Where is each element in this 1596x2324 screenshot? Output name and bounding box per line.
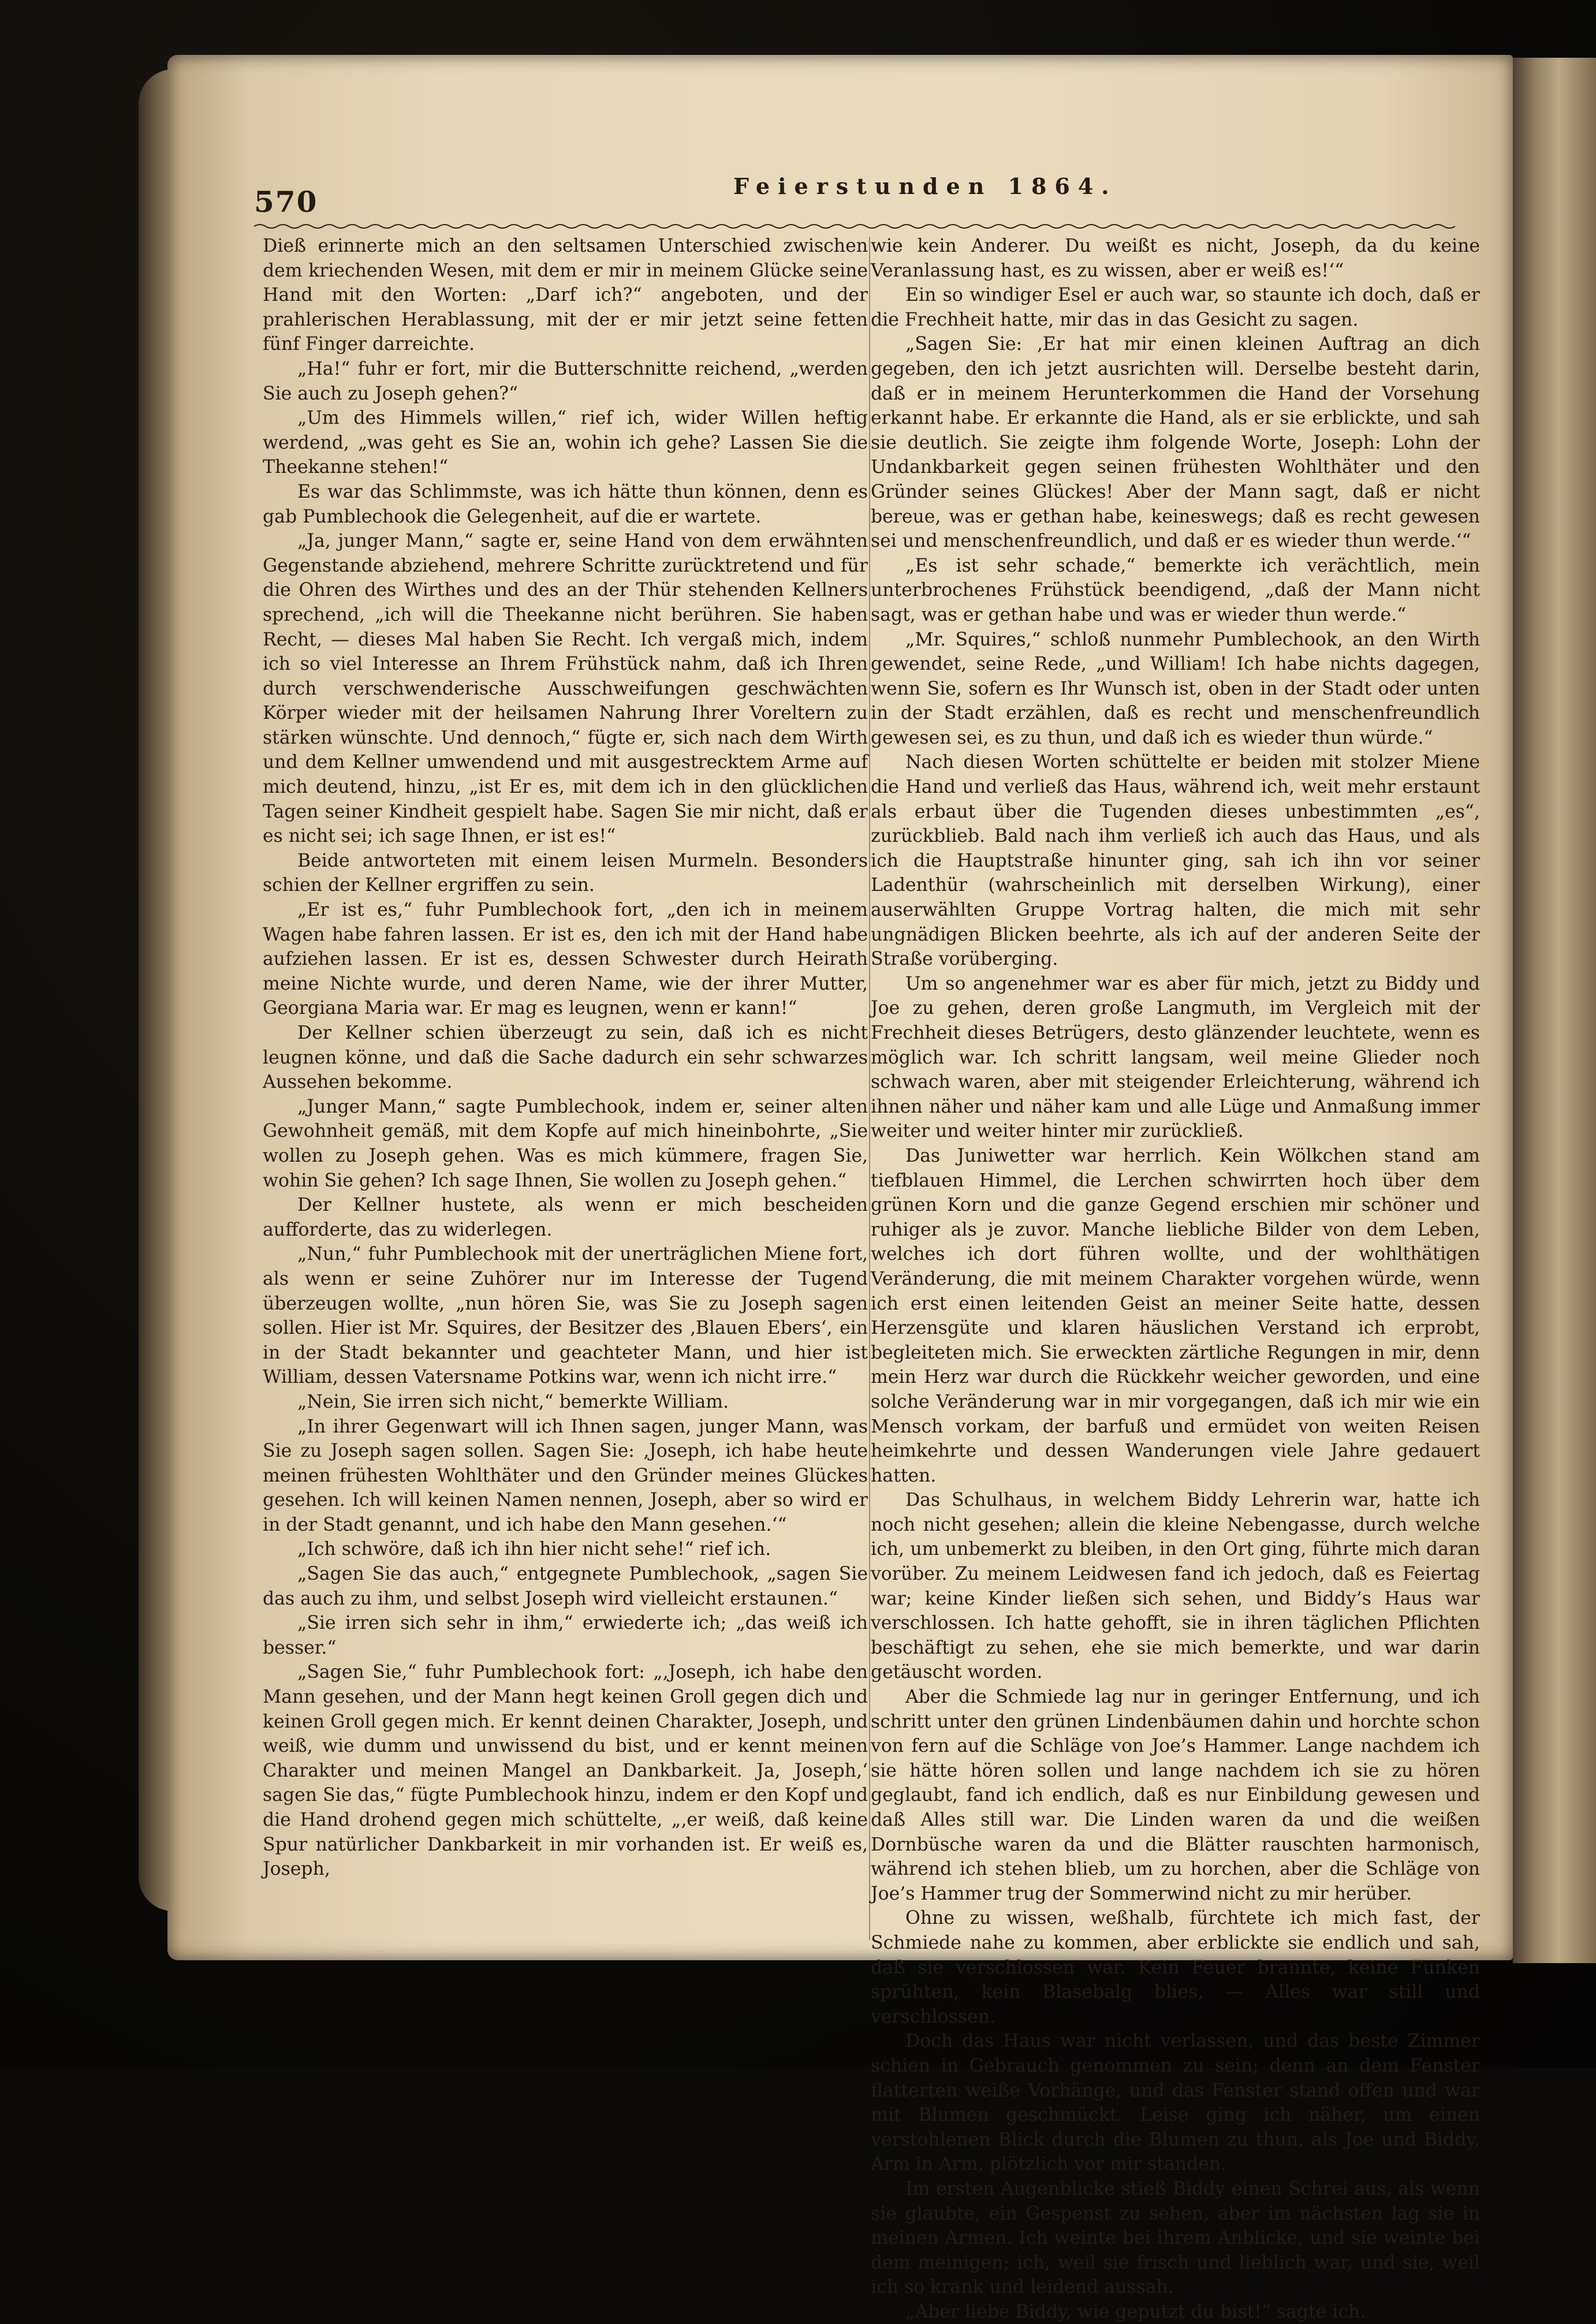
paragraph: Um so angenehmer war es aber für mich, jetzt zu Biddy und Joe zu gehen, deren große Langmuth, im Vergleich mit der Frechheit dieses Betrügers, desto glänzender leuchtete, wenn es möglich war. Ich schritt langsam, weil meine Glieder noch schwach waren, aber mit steigender Erleichterung, während ich ihnen näher und näher kam und alle Lüge und Anmaßung immer weiter und weiter hinter mir zurückließ. [871,973,1480,1142]
paragraph: „Ja, junger Mann,“ sagte er, seine Hand von dem erwähnten Gegenstande abziehend, mehrere Schritte zurücktretend und für die Ohren des Wirthes und des an der Thür stehenden Kellners sprechend, „ich will die Theekanne nicht berühren. Sie haben Recht, — dieses Mal haben Sie Recht. Ich vergaß mich, indem ich so viel Interesse an Ihrem Frühstück nahm, daß ich Ihren durch verschwenderische Ausschweifungen geschwächten Körper wieder mit der heilsamen Nahrung Ihrer Voreltern zu stärken wünschte. Und dennoch,“ fügte er, sich nach dem Wirth und dem Kellner umwendend und mit ausgestrecktem Arme auf mich deutend, hinzu, „ist Er es, mit dem ich in den glücklichen Tagen seiner Kindheit gespielt habe. Sagen Sie mir nicht, daß er es nicht sei; ich sage Ihnen, er ist es!“ [263,531,868,847]
paragraph: Ohne zu wissen, weßhalb, fürchtete ich mich fast, der Schmiede nahe zu kommen, aber erblickte sie endlich und sah, daß sie verschlossen war. Kein Feuer brannte, keine Funken sprühten, kein Blasebalg blies, — Alles war still und verschlossen. [871,1908,1480,2027]
paragraph: Der Kellner schien überzeugt zu sein, daß ich es nicht leugnen könne, und daß die Sache dadurch ein sehr schwarzes Aussehen bekomme. [263,1023,868,1093]
paragraph: „Aber liebe Biddy, wie geputzt du bist!“ sagte ich. [905,2301,1366,2322]
paragraph: Beide antworteten mit einem leisen Murmeln. Besonders schien der Kellner ergriffen zu sein. [263,850,868,896]
paragraph: Das Juniwetter war herrlich. Kein Wölkchen stand am tiefblauen Himmel, die Lerchen schwirrten hoch über dem grünen Korn und die ganze Gegend erschien mir schöner und ruhiger als je zuvor. Manche liebliche Bilder von dem Leben, welches ich dort führen wollte, und der wohlthätigen Veränderung, die mit meinem Charakter vorgehen würde, wenn ich erst einen leitenden Geist an meiner Seite hatte, dessen Herzensgüte und klaren häuslichen Verstand ich erprobt, begleiteten mich. Sie erweckten zärtliche Regungen in mir, denn mein Herz war durch die Rückkehr weicher geworden, und eine solche Veränderung war in mir vorgegangen, daß ich mir wie ein Mensch vorkam, der barfuß und ermüdet von weiten Reisen heimkehrte und dessen Wanderungen viele Jahre gedauert hatten. [871,1145,1480,1486]
paragraph: „Nein, Sie irren sich nicht,“ bemerkte William. [297,1391,729,1412]
paragraph: „Ha!“ fuhr er fort, mir die Butterschnitte reichend, „werden Sie auch zu Joseph gehen?“ [263,358,868,404]
running-title: Feierstunden 1864. [733,173,1117,199]
paragraph: Dieß erinnerte mich an den seltsamen Unterschied zwischen dem kriechenden Wesen, mit dem er mir in meinem Glücke seine Hand mit den Worten: „Darf ich?“ angeboten, und der prahlerischen Herablassung, mit der er mir jetzt seine fetten fünf Finger darreichte. [263,236,868,355]
paragraph: Nach diesen Worten schüttelte er beiden mit stolzer Miene die Hand und verließ das Haus, während ich, weit mehr erstaunt als erbaut über die Tugenden dieses unbestimmten „es“, zurückblieb. Bald nach ihm verließ ich auch das Haus, und als ich die Hauptstraße hinunter ging, sah ich ihn vor seiner Ladenthür (wahrscheinlich mit derselben Wirkung), einer auserwählten Gruppe Vortrag halten, die mich mit sehr ungnädigen Blicken beehrte, als ich auf der anderen Seite der Straße vorüberging. [871,752,1480,970]
paragraph: Doch das Haus war nicht verlassen, und das beste Zimmer schien in Gebrauch genommen zu sein; denn an dem Fenster flatterten weiße Vorhänge, und das Fenster stand offen und war mit Blumen geschmückt. Leise ging ich näher, um einen verstohlenen Blick durch die Blumen zu thun, als Joe und Biddy, Arm in Arm, plötzlich vor mir standen. [871,2031,1480,2175]
paragraph: „Sie irren sich sehr in ihm,“ erwiederte ich; „das weiß ich besser.“ [263,1613,868,1658]
paragraph: wie kein Anderer. Du weißt es nicht, Joseph, da du keine Veranlassung hast, es zu wissen, aber er weiß es!‘“ [871,236,1480,281]
paragraph: „Mr. Squires,“ schloß nunmehr Pumblechook, an den Wirth gewendet, seine Rede, „und William! Ich habe nichts dagegen, wenn Sie, sofern es Ihr Wunsch ist, oben in der Stadt oder unten in der Stadt erzählen, daß es recht und menschenfreundlich gewesen sei, es zu thun, und daß ich es wieder thun würde.“ [871,629,1480,748]
paragraph: „Ich schwöre, daß ich ihn hier nicht sehe!“ rief ich. [297,1539,771,1560]
paragraph: Ein so windiger Esel er auch war, so staunte ich doch, daß er die Frechheit hatte, mir das in das Gesicht zu sagen. [871,285,1480,330]
paragraph: Das Schulhaus, in welchem Biddy Lehrerin war, hatte ich noch nicht gesehen; allein die kleine Nebengasse, durch welche ich, um unbemerkt zu bleiben, in den Ort ging, führte mich daran vorüber. Zu meinem Leidwesen fand ich jedoch, daß es Feiertag war; keine Kinder ließen sich sehen, und Biddy’s Haus war verschlossen. Ich hatte gehofft, sie in ihren täglichen Pflichten beschäftigt zu sehen, ehe sie mich bemerkte, und war darin getäuscht worden. [871,1490,1480,1683]
paragraph: „Nun,“ fuhr Pumblechook mit der unerträglichen Miene fort, als wenn er seine Zuhörer nur im Interesse der Tugend überzeugen wollte, „nun hören Sie, was Sie zu Joseph sagen sollen. Hier ist Mr. Squires, der Besitzer des ‚Blauen Ebers‘, ein in der Stadt bekannter und geachteter Mann, und hier ist William, dessen Vatersname Potkins war, wenn ich nicht irre.“ [263,1244,868,1388]
text-column-right [871,234,1480,2324]
paragraph: „Sagen Sie das auch,“ entgegnete Pumblechook, „sagen Sie das auch zu ihm, und selbst Joseph wird vielleicht erstaunen.“ [263,1564,868,1609]
paragraph: „Sagen Sie,“ fuhr Pumblechook fort: „‚Joseph, ich habe den Mann gesehen, und der Mann hegt keinen Groll gegen dich und keinen Groll gegen mich. Er kennt deinen Charakter, Joseph, und weiß, wie dumm und unwissend du bist, und er kennt meinen Charakter und meinen Mangel an Dankbarkeit. Ja, Joseph,‘ sagen Sie das,“ fügte Pumblechook hinzu, indem er den Kopf und die Hand drohend gegen mich schüttelte, „‚er weiß, daß keine Spur natürlicher Dankbarkeit in mir vorhanden ist. Er weiß es, Joseph, [263,1662,868,1880]
paragraph: Im ersten Augenblicke stieß Biddy einen Schrei aus, als wenn sie glaubte, ein Gespenst zu sehen, aber im nächsten lag sie in meinen Armen. Ich weinte bei ihrem Anblicke, und sie weinte bei dem meinigen; ich, weil sie frisch und lieblich war, und sie, weil ich so krank und leidend aussah. [871,2178,1480,2298]
paragraph: „Er ist es,“ fuhr Pumblechook fort, „den ich in meinem Wagen habe fahren lassen. Er ist es, den ich mit der Hand habe aufziehen lassen. Er ist es, dessen Schwester durch Heirath meine Nichte wurde, und deren Name, wie der ihrer Mutter, Georgiana Maria war. Er mag es leugnen, wenn er kann!“ [263,900,868,1019]
page-number: 570 [254,185,318,219]
facing-page-edge [1513,58,1596,1963]
text-column-left [263,234,868,1882]
paragraph: „Es ist sehr schade,“ bemerkte ich verächtlich, mein unterbrochenes Frühstück beendigend, „daß der Mann nicht sagt, was er gethan habe und was er wieder thun werde.“ [871,555,1480,625]
column-divider [869,237,870,1940]
page-header [254,167,1461,219]
header-rule [254,222,1461,230]
paragraph: Aber die Schmiede lag nur in geringer Entfernung, und ich schritt unter den grünen Lindenbäumen dahin und horchte schon von fern auf die Schläge von Joe’s Hammer. Lange nachdem ich sie hätte hören sollen und lange nachdem ich sie zu hören geglaubt, fand ich endlich, daß es nur Einbildung gewesen und daß Alles still war. Die Linden waren da und die weißen Dornbüsche waren da und die Blätter rauschten harmonisch, während ich stehen blieb, um zu horchen, aber die Schläge von Joe’s Hammer trug der Sommerwind nicht zu mir herüber. [871,1687,1480,1904]
paragraph: Der Kellner hustete, als wenn er mich bescheiden aufforderte, das zu widerlegen. [263,1195,868,1240]
paragraph: „In ihrer Gegenwart will ich Ihnen sagen, junger Mann, was Sie zu Joseph sagen sollen. Sagen Sie: ‚Joseph, ich habe heute meinen frühesten Wohlthäter und den Gründer meines Glückes gesehen. Ich will keinen Namen nennen, Joseph, aber so wird er in der Stadt genannt, und ich habe den Mann gesehen.‘“ [263,1416,868,1535]
paragraph: „Sagen Sie: ‚Er hat mir einen kleinen Auftrag an dich gegeben, den ich jetzt ausrichten will. Derselbe besteht darin, daß er in meinem Herunterkommen die Hand der Vorsehung erkannt habe. Er erkannte die Hand, als er sie erblickte, und sah sie deutlich. Sie zeigte ihm folgende Worte, Joseph: Lohn der Undankbarkeit gegen seinen frühesten Wohlthäter und den Gründer seines Glückes! Aber der Mann sagt, daß er nicht bereue, was er gethan habe, keineswegs; daß es recht gewesen sei und menschenfreundlich, und daß er es wieder thun werde.‘“ [871,334,1480,552]
paragraph: „Junger Mann,“ sagte Pumblechook, indem er, seiner alten Gewohnheit gemäß, mit dem Kopfe auf mich hineinbohrte, „Sie wollen zu Joseph gehen. Was es mich kümmere, fragen Sie, wohin Sie gehen? Ich sage Ihnen, Sie wollen zu Joseph gehen.“ [263,1096,868,1191]
paragraph: „Um des Himmels willen,“ rief ich, wider Willen heftig werdend, „was geht es Sie an, wohin ich gehe? Lassen Sie die Theekanne stehen!“ [263,408,868,478]
paragraph: Es war das Schlimmste, was ich hätte thun können, denn es gab Pumblechook die Gelegenheit, auf die er wartete. [263,481,868,527]
